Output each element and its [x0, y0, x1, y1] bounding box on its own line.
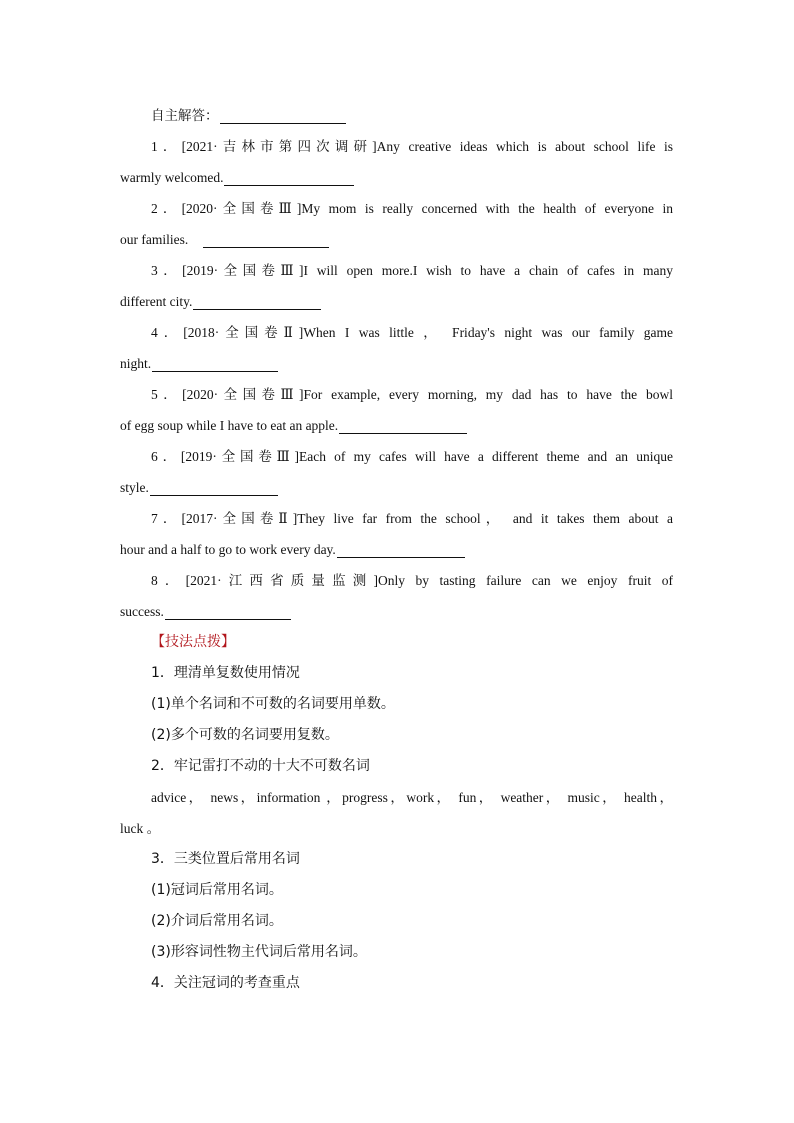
item-text: different city. [120, 294, 193, 309]
answer-blank[interactable] [220, 107, 346, 124]
item-source: [2019·全国卷Ⅲ] [180, 449, 299, 464]
answer-blank[interactable] [165, 603, 291, 620]
item-text: night. [120, 356, 152, 371]
section-3-point-a: (1)冠词后常用名词。 [151, 882, 283, 898]
answer-blank[interactable] [339, 417, 467, 434]
item-source: [2018·全国卷Ⅱ] [183, 325, 304, 340]
section-1-title: 1．理清单复数使用情况 [151, 665, 300, 681]
tips-title: 【技法点拨】 [151, 634, 235, 650]
item-1-line-2 [120, 162, 673, 193]
answer-blank[interactable] [152, 355, 278, 372]
section-2-words-end: luck 。 [120, 821, 161, 836]
answer-blank[interactable] [203, 231, 329, 248]
answer-blank[interactable] [150, 479, 278, 496]
item-text: For example, every morning, my dad has to have the bowl [303, 387, 673, 402]
item-source: [2020·全国卷Ⅲ] [181, 201, 302, 216]
item-number: 1． [151, 139, 182, 154]
item-3-line-2 [120, 286, 673, 317]
item-number: 8． [151, 573, 186, 588]
item-source: [2017·全国卷Ⅱ] [181, 511, 298, 526]
item-8-line-2 [120, 596, 673, 627]
item-6-line-2 [120, 472, 673, 503]
intro-line [120, 100, 673, 131]
item-8-line-1 [120, 565, 673, 596]
section-4-title: 4．关注冠词的考查重点 [151, 975, 300, 991]
section-2-title: 2．牢记雷打不动的十大不可数名词 [151, 758, 370, 774]
item-source: [2019·全国卷Ⅲ] [182, 263, 304, 278]
item-text: of egg soup while I have to eat an apple. [120, 418, 339, 433]
item-source: [2021·吉林市第四次调研] [181, 139, 377, 154]
item-text: I will open more.I wish to have a chain of cafes in many [303, 263, 673, 278]
item-text: success. [120, 604, 164, 619]
section-1-point-a: (1)单个名词和不可数的名词要用单数。 [151, 696, 395, 712]
item-number: 3． [151, 263, 183, 278]
item-number: 4． [151, 325, 184, 340]
document-page [120, 100, 673, 999]
intro-label: 自主解答： [151, 108, 219, 123]
section-1-point-b: (2)多个可数的名词要用复数。 [151, 727, 339, 743]
item-number: 2． [151, 201, 182, 216]
item-source: [2020·全国卷Ⅲ] [182, 387, 304, 402]
item-text: My mom is really concerned with the health of everyone in [301, 201, 673, 216]
answer-blank[interactable] [337, 541, 465, 558]
section-3-title: 3．三类位置后常用名词 [151, 851, 300, 867]
section-3-point-b: (2)介词后常用名词。 [151, 913, 283, 929]
item-text: warmly welcomed. [120, 170, 224, 185]
item-text: They live far from the school， and it takes them about a [297, 511, 674, 526]
item-1-line-1 [120, 131, 673, 162]
item-2-line-2 [120, 224, 673, 255]
answer-blank[interactable] [224, 169, 354, 186]
section-2-words: advice， news，information ，progress，work， fun， weather， music， health， [151, 790, 673, 805]
item-text: our families. [120, 232, 189, 247]
item-text: hour and a half to go to work every day. [120, 542, 336, 557]
item-4-line-2 [120, 348, 673, 379]
item-5-line-1 [120, 379, 673, 410]
item-7-line-1 [120, 503, 673, 534]
item-number: 5． [151, 387, 183, 402]
item-6-line-1 [120, 441, 673, 472]
item-text: Each of my cafes will have a different theme and an unique [299, 449, 673, 464]
item-number: 6． [151, 449, 181, 464]
item-text: When I was little ， Friday's night was our family game [303, 325, 673, 340]
section-3-point-c: (3)形容词性物主代词后常用名词。 [151, 944, 367, 960]
answer-blank[interactable] [193, 293, 321, 310]
item-source: [2021·江西省质量监测] [185, 573, 378, 588]
item-number: 7． [151, 511, 182, 526]
item-text: style. [120, 480, 149, 495]
item-text: Only by tasting failure can we enjoy fruit of [377, 573, 673, 588]
item-7-line-2 [120, 534, 673, 565]
item-5-line-2 [120, 410, 673, 441]
item-4-line-1 [120, 317, 673, 348]
item-2-line-1 [120, 193, 673, 224]
item-text: Any creative ideas which is about school life is [376, 139, 673, 154]
item-3-line-1 [120, 255, 673, 286]
